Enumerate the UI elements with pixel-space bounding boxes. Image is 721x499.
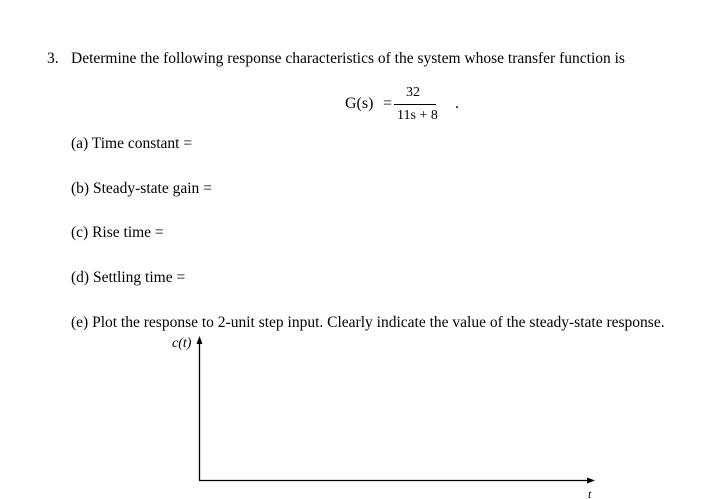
part-c-rise-time: (c) Rise time = [71,224,164,241]
tf-denominator: 11s + 8 [397,108,438,123]
x-axis-arrow [587,478,595,484]
tf-period: . [455,95,459,112]
tf-lhs: G(s) [345,95,374,112]
x-axis-label: t [588,487,592,499]
part-d-settling-time: (d) Settling time = [71,269,186,286]
tf-equals: = [383,95,393,112]
fraction-bar [394,104,436,105]
part-e-plot-instruction: (e) Plot the response to 2-unit step input. Clearly indicate the value of the steady-state response. [71,314,665,331]
y-axis-label: c(t) [172,336,192,351]
question-text: Determine the following response characteristics of the system whose transfer function is [71,50,625,67]
part-b-steady-state-gain: (b) Steady-state gain = [71,180,212,197]
part-a-time-constant: (a) Time constant = [71,135,193,152]
tf-numerator: 32 [406,85,420,100]
y-axis-arrow [197,336,203,344]
question-number: 3. [47,50,59,67]
